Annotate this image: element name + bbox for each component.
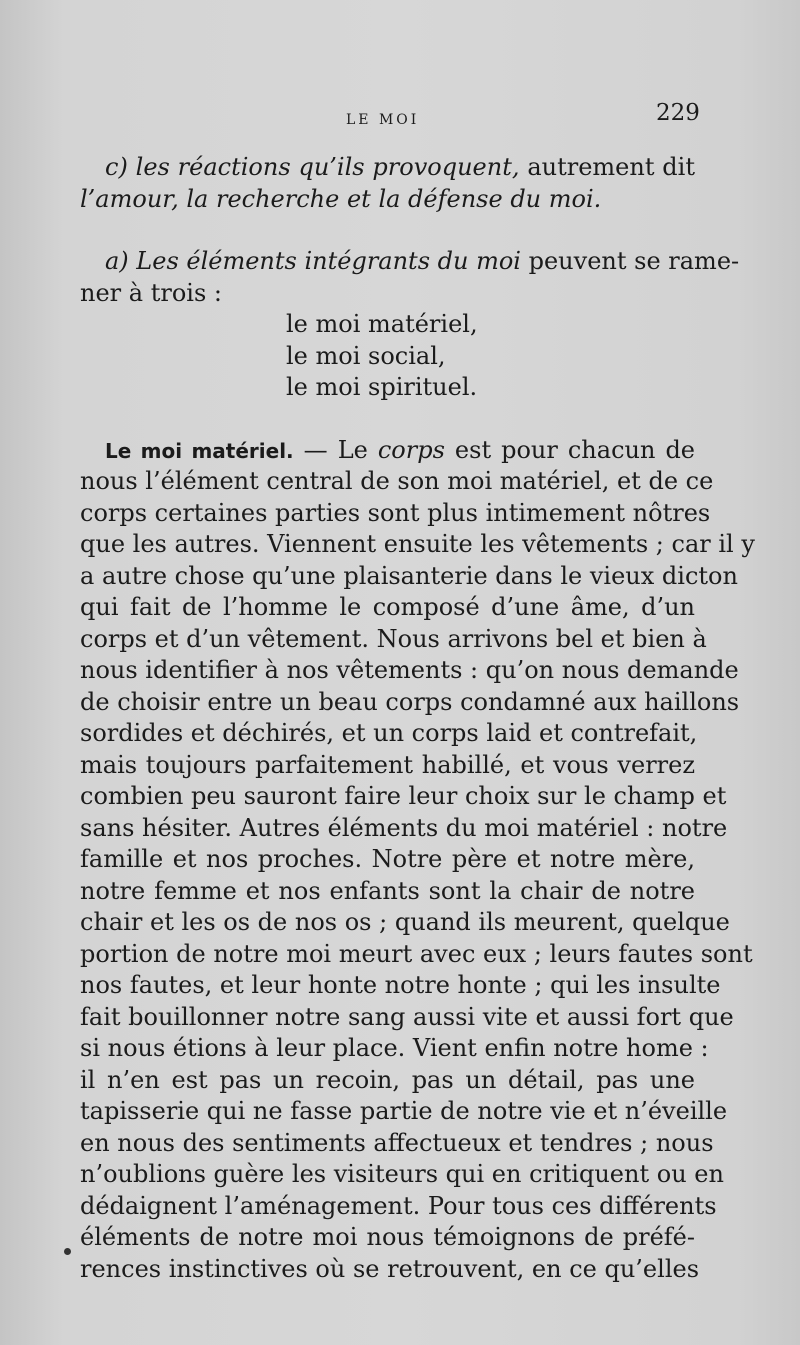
text-line: sans hésiter. Autres éléments du moi matériel : notre [80,813,728,842]
body-text [80,152,755,1285]
materiel-text: — Le [293,435,378,464]
section-a-italic: a) Les éléments intégrants du moi [105,247,521,275]
section-a-line-1 [80,246,740,278]
text-line: en nous des sentiments affectueux et tendres ; nous [80,1128,714,1157]
text-line: que les autres. Viennent ensuite les vêtements ; car il y [80,530,755,558]
text-line: nous identifier à nos vêtements : qu’on nous demande [80,656,739,684]
intro-line-2-italic: l’amour, la recherche et la défense du moi. [80,184,602,213]
list-item: le moi matériel, [286,310,478,338]
list-item: le moi social, [286,341,446,370]
text-line: famille et nos proches. Notre père et notre mère, [80,845,695,873]
page-header [0,100,800,140]
text-line: portion de notre moi meurt avec eux ; leurs fautes sont [80,939,753,968]
paragraph-gap [80,404,695,435]
text-line: qui fait de l’homme le composé d’une âme, d’un [80,593,695,621]
text-line: a autre chose qu’une plaisanterie dans le vieux dicton [80,561,738,590]
text-line: notre femme et nos enfants sont la chair de notre [80,876,695,905]
text-line: nos fautes, et leur honte notre honte ; qui les insulte [80,971,721,999]
text-line: tapisserie qui ne fasse partie de notre vie et n’éveille [80,1097,728,1125]
list-item: le moi spirituel. [286,373,478,401]
text-line: de choisir entre un beau corps condamné aux haillons [80,687,740,716]
ink-speck [64,1248,71,1255]
section-a-rest: peuvent se rame- [520,247,740,275]
section-a-line-2: ner à trois : [80,278,222,307]
text-line: n’oublions guère les visiteurs qui en critiquent ou en [80,1160,724,1188]
text-line: corps et d’un vêtement. Nous arrivons bel et bien à [80,624,707,653]
intro-line-1-italic: c) les réactions qu’ils provoquent, [105,153,520,181]
materiel-text: est pour chacun de [444,435,696,464]
materiel-italic-corps: corps [377,435,445,464]
intro-line-1 [80,152,695,184]
section-heading: Le moi matériel. [105,438,294,463]
text-line: chair et les os de nos os ; quand ils meurent, quelque [80,908,730,936]
materiel-first-line [80,435,695,467]
text-line: si nous étions à leur place. Vient enfin notre home : [80,1034,709,1062]
page-number: 229 [656,100,700,126]
text-line: mais toujours parfaitement habillé, et vous verrez [80,750,695,779]
text-line: éléments de notre moi nous témoignons de préfé- [80,1223,695,1251]
running-title: LE MOI [346,112,420,128]
paragraph-gap [80,215,695,246]
text-line: dédaignent l’aménagement. Pour tous ces différents [80,1191,717,1220]
text-line: combien peu sauront faire leur choix sur le champ et [80,782,727,810]
text-line: fait bouillonner notre sang aussi vite et aussi fort que [80,1002,734,1031]
text-line: rences instinctives où se retrouvent, en ce qu’elles [80,1254,700,1283]
text-line: il n’en est pas un recoin, pas un détail, pas une [80,1065,695,1094]
intro-line-2 [80,184,695,216]
text-line: nous l’élément central de son moi matériel, et de ce [80,467,714,495]
text-line: sordides et déchirés, et un corps laid et contrefait, [80,719,698,747]
intro-line-1-rest: autrement dit [519,153,695,181]
text-line: corps certaines parties sont plus intimement nôtres [80,498,711,527]
